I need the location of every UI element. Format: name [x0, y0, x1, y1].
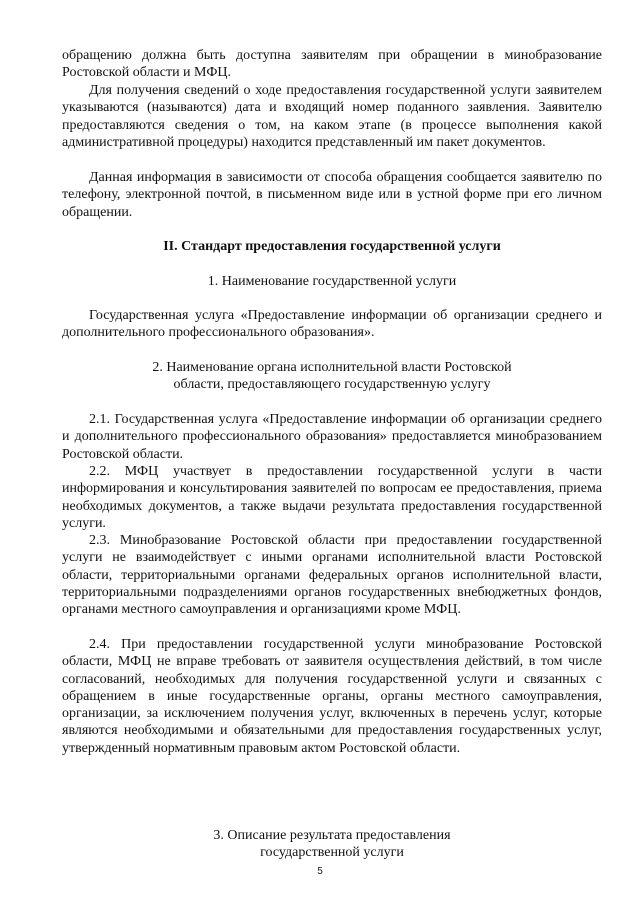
paragraph-2-1: 2.1. Государственная услуга «Предоставление информации об организации среднего и дополнительного профессионального образования» предоставляется минобразованием Ростовской области.	[62, 412, 602, 462]
heading-service-name: 1. Наименование государственной услуги	[207, 274, 457, 289]
page-number: 5	[317, 866, 323, 877]
paragraph-status-info: Для получения сведений о ходе предоставления государственной услуги заявителем указываются (называются) дата и входящий номер поданного заявления. Заявителю предоставляются сведения о том, на каком этапе (в процессе выполнения какой административной процедуры) находится представленный им пакет документов.	[62, 83, 602, 150]
paragraph-2-2: 2.2. МФЦ участвует в предоставлении государственной услуги в части информирования и консультирования заявителей по вопросам ее предоставления, приема необходимых документов, а также выдачи результата предоставления государственной услуги.	[62, 464, 602, 531]
heading-result-line2: государственной услуги	[260, 845, 404, 860]
paragraph-intro-continuation: обращению должна быть доступна заявителям при обращении в минобразование Ростовской области и МФЦ.	[62, 48, 602, 81]
section-title: II. Стандарт предоставления государственной услуги	[163, 239, 501, 254]
heading-authority-line2: области, предоставляющего государственную услугу	[173, 377, 491, 392]
heading-result-line1: 3. Описание результата предоставления	[213, 828, 451, 843]
heading-authority-line1: 2. Наименование органа исполнительной власти Ростовской	[152, 360, 512, 375]
paragraph-2-4: 2.4. При предоставлении государственной услуги минобразование Ростовской области, МФЦ не вправе требовать от заявителя осуществления действий, в том числе согласований, необходимых для получения государственной услуги и связанных с обращением в иные государственные органы, органы местного самоуправления, организации, за исключением получения услуг, включенных в перечень услуг, которые являются необходимыми и обязательными для предоставления государственных услуг, утвержденный нормативным правовым актом Ростовской области.	[62, 637, 602, 756]
paragraph-service-name: Государственная услуга «Предоставление информации об организации среднего и дополнительного профессионального образования».	[62, 308, 602, 341]
paragraph-2-3: 2.3. Минобразование Ростовской области при предоставлении государственной услуги не взаимодействует с иными органами исполнительной власти Ростовской области, территориальными органами федеральных органов исполнительной власти, территориальными подразделениями органов государственных внебюджетных фондов, органами местного самоуправления и организациями кроме МФЦ.	[62, 533, 602, 618]
paragraph-info-method: Данная информация в зависимости от способа обращения сообщается заявителю по телефону, электронной почтой, в письменном виде или в устной форме при его личном обращении.	[62, 170, 602, 220]
